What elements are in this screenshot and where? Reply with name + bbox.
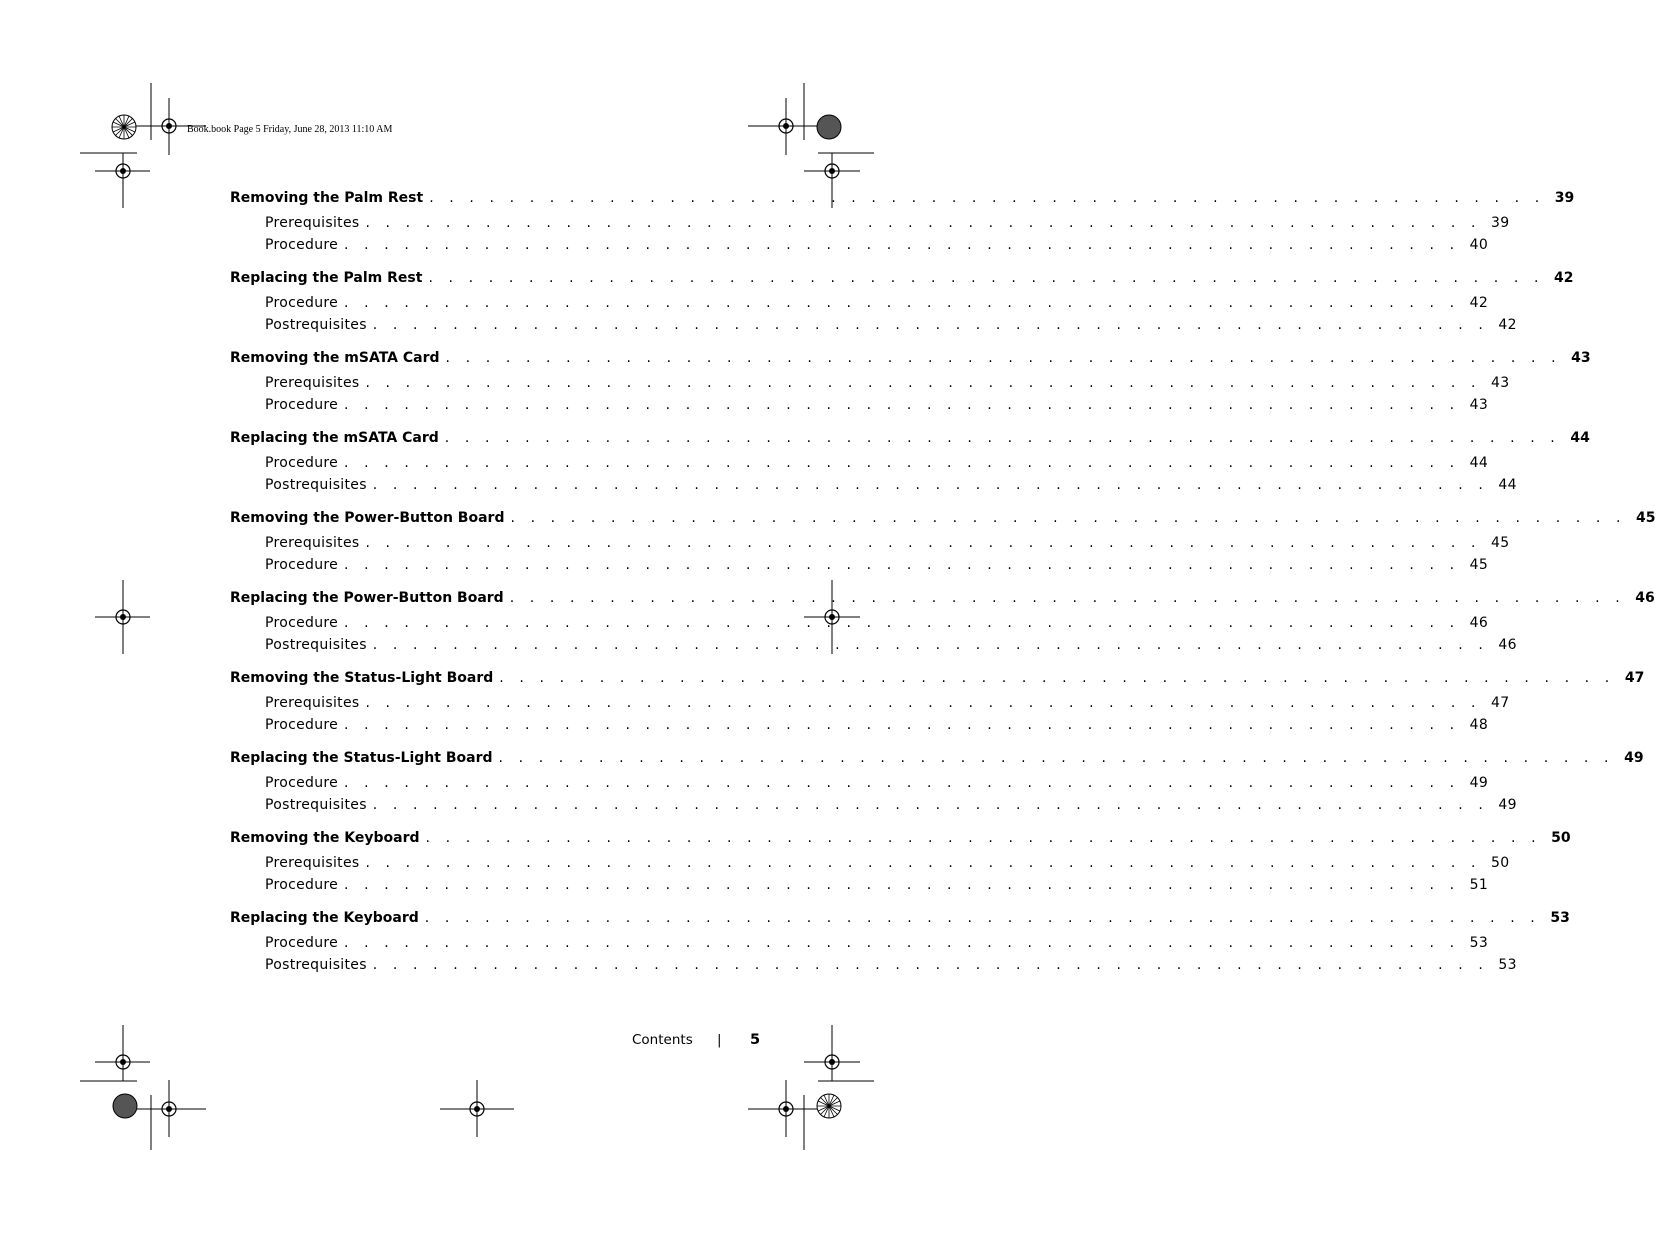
toc-subentry[interactable] [230, 535, 1510, 557]
toc-entry-page: 47 [1491, 695, 1510, 711]
toc-entry-title: Replacing the Power-Button Board [230, 590, 504, 606]
toc-subentry[interactable] [230, 397, 1489, 419]
toc-subentry[interactable] [230, 215, 1510, 237]
toc-subentry[interactable] [230, 237, 1489, 259]
toc-heading[interactable] [230, 910, 1570, 935]
dot-leader: . . . . . . . . . . . . . . . . . . . . . . . . . . . . . . . . . . . . . . . . . . . . . . . . . . . . . . . . [498, 750, 1615, 766]
dot-leader: . . . . . . . . . . . . . . . . . . . . . . . . . . . . . . . . . . . . . . . . . . . . . . . . . . . . . . . . [372, 477, 1489, 493]
toc-heading[interactable] [230, 270, 1574, 295]
dot-leader: . . . . . . . . . . . . . . . . . . . . . . . . . . . . . . . . . . . . . . . . . . . . . . . . . . . . . . . . [365, 375, 1482, 391]
toc-entry-title: Replacing the mSATA Card [230, 430, 439, 446]
toc-entry-title: Removing the Keyboard [230, 830, 420, 846]
toc-section [230, 270, 1574, 339]
toc-subentry[interactable] [230, 295, 1489, 317]
toc-entry-page: 40 [1469, 237, 1489, 253]
toc-subentry[interactable] [230, 717, 1489, 739]
dot-leader: . . . . . . . . . . . . . . . . . . . . . . . . . . . . . . . . . . . . . . . . . . . . . . . . . . . . . . . . [344, 295, 1460, 311]
toc-entry-title: Procedure [265, 397, 339, 413]
toc-subentry[interactable] [230, 455, 1489, 477]
toc-entry-page: 39 [1491, 215, 1510, 231]
toc-section [230, 590, 1655, 659]
dot-leader: . . . . . . . . . . . . . . . . . . . . . . . . . . . . . . . . . . . . . . . . . . . . . . . . . . . . . . . . [510, 510, 1627, 526]
toc-entry-page: 43 [1469, 397, 1489, 413]
toc-entry-page: 53 [1550, 910, 1570, 926]
toc-entry-title: Postrequisites [265, 317, 367, 333]
toc-entry-title: Procedure [265, 237, 339, 253]
toc-section [230, 670, 1645, 739]
toc-entry-title: Procedure [265, 877, 339, 893]
toc-heading[interactable] [230, 590, 1655, 615]
dot-leader: . . . . . . . . . . . . . . . . . . . . . . . . . . . . . . . . . . . . . . . . . . . . . . . . . . . . . . . . [365, 535, 1482, 551]
toc-heading[interactable] [230, 750, 1644, 775]
toc-entry-page: 42 [1554, 270, 1574, 286]
toc-heading[interactable] [230, 350, 1591, 375]
toc-entry-title: Postrequisites [265, 477, 367, 493]
toc-entry-page: 43 [1491, 375, 1510, 391]
dot-leader: . . . . . . . . . . . . . . . . . . . . . . . . . . . . . . . . . . . . . . . . . . . . . . . . . . . . . . . . [499, 670, 1615, 686]
toc-entry-page: 45 [1469, 557, 1489, 573]
toc-subentry[interactable] [230, 855, 1510, 877]
dot-leader: . . . . . . . . . . . . . . . . . . . . . . . . . . . . . . . . . . . . . . . . . . . . . . . . . . . . . . . . [344, 717, 1460, 733]
dot-leader: . . . . . . . . . . . . . . . . . . . . . . . . . . . . . . . . . . . . . . . . . . . . . . . . . . . . . . . . [344, 877, 1460, 893]
dot-leader: . . . . . . . . . . . . . . . . . . . . . . . . . . . . . . . . . . . . . . . . . . . . . . . . . . . . . . . . [445, 350, 1562, 366]
table-of-contents [230, 190, 1656, 990]
toc-entry-title: Prerequisites [265, 695, 360, 711]
toc-section [230, 430, 1590, 499]
toc-entry-page: 44 [1498, 477, 1517, 493]
dot-leader: . . . . . . . . . . . . . . . . . . . . . . . . . . . . . . . . . . . . . . . . . . . . . . . . . . . . . . . . [365, 695, 1482, 711]
toc-subentry[interactable] [230, 477, 1517, 499]
toc-entry-page: 45 [1636, 510, 1656, 526]
toc-entry-page: 53 [1498, 957, 1517, 973]
toc-entry-page: 42 [1469, 295, 1489, 311]
toc-entry-page: 51 [1469, 877, 1489, 893]
dot-leader: . . . . . . . . . . . . . . . . . . . . . . . . . . . . . . . . . . . . . . . . . . . . . . . . . . . . . . . . [372, 317, 1489, 333]
print-slug: Book.book Page 5 Friday, June 28, 2013 11:10 AM [187, 124, 393, 135]
toc-entry-page: 44 [1570, 430, 1590, 446]
toc-subentry[interactable] [230, 375, 1510, 397]
toc-entry-page: 45 [1491, 535, 1510, 551]
toc-section [230, 510, 1656, 579]
toc-entry-page: 50 [1491, 855, 1510, 871]
toc-entry-page: 46 [1469, 615, 1489, 631]
toc-entry-title: Procedure [265, 557, 339, 573]
toc-entry-page: 43 [1571, 350, 1591, 366]
toc-entry-page: 39 [1554, 190, 1575, 206]
dot-leader: . . . . . . . . . . . . . . . . . . . . . . . . . . . . . . . . . . . . . . . . . . . . . . . . . . . . . . . . [344, 615, 1460, 631]
dot-leader: . . . . . . . . . . . . . . . . . . . . . . . . . . . . . . . . . . . . . . . . . . . . . . . . . . . . . . . . [372, 797, 1489, 813]
toc-subentry[interactable] [230, 615, 1489, 637]
dot-leader: . . . . . . . . . . . . . . . . . . . . . . . . . . . . . . . . . . . . . . . . . . . . . . . . . . . . . . . . [344, 397, 1460, 413]
dot-leader: . . . . . . . . . . . . . . . . . . . . . . . . . . . . . . . . . . . . . . . . . . . . . . . . . . . . . . . . [425, 830, 1542, 846]
toc-entry-title: Procedure [265, 775, 339, 791]
toc-entry-page: 47 [1624, 670, 1645, 686]
toc-subentry[interactable] [230, 775, 1489, 797]
toc-section [230, 190, 1575, 259]
toc-entry-title: Procedure [265, 295, 339, 311]
toc-entry-title: Prerequisites [265, 215, 360, 231]
toc-heading[interactable] [230, 190, 1575, 215]
toc-entry-title: Postrequisites [265, 797, 367, 813]
toc-subentry[interactable] [230, 695, 1510, 717]
toc-section [230, 910, 1570, 979]
toc-entry-page: 49 [1498, 797, 1517, 813]
toc-heading[interactable] [230, 670, 1645, 695]
dot-leader: . . . . . . . . . . . . . . . . . . . . . . . . . . . . . . . . . . . . . . . . . . . . . . . . . . . . . . . . [365, 215, 1482, 231]
toc-entry-title: Removing the mSATA Card [230, 350, 440, 366]
toc-entry-page: 48 [1469, 717, 1489, 733]
toc-entry-page: 42 [1498, 317, 1517, 333]
toc-entry-page: 53 [1469, 935, 1489, 951]
toc-subentry[interactable] [230, 935, 1489, 957]
toc-entry-title: Procedure [265, 935, 339, 951]
dot-leader: . . . . . . . . . . . . . . . . . . . . . . . . . . . . . . . . . . . . . . . . . . . . . . . . . . . . . . . . [424, 910, 1541, 926]
dot-leader: . . . . . . . . . . . . . . . . . . . . . . . . . . . . . . . . . . . . . . . . . . . . . . . . . . . . . . . . [344, 557, 1460, 573]
toc-entry-page: 49 [1469, 775, 1489, 791]
toc-entry-title: Prerequisites [265, 535, 360, 551]
toc-section [230, 830, 1571, 899]
toc-entry-title: Prerequisites [265, 855, 360, 871]
toc-entry-title: Prerequisites [265, 375, 360, 391]
dot-leader: . . . . . . . . . . . . . . . . . . . . . . . . . . . . . . . . . . . . . . . . . . . . . . . . . . . . . . . . [344, 237, 1460, 253]
toc-entry-title: Replacing the Keyboard [230, 910, 419, 926]
dot-leader: . . . . . . . . . . . . . . . . . . . . . . . . . . . . . . . . . . . . . . . . . . . . . . . . . . . . . . . . [344, 935, 1460, 951]
footer-separator: | [717, 1032, 722, 1048]
page-number: 5 [750, 1032, 761, 1048]
toc-subentry[interactable] [230, 877, 1489, 899]
toc-heading[interactable] [230, 510, 1656, 535]
toc-entry-page: 44 [1469, 455, 1489, 471]
toc-entry-page: 49 [1624, 750, 1644, 766]
toc-heading[interactable] [230, 430, 1590, 455]
toc-entry-title: Procedure [265, 717, 339, 733]
dot-leader: . . . . . . . . . . . . . . . . . . . . . . . . . . . . . . . . . . . . . . . . . . . . . . . . . . . . . . . . [428, 270, 1545, 286]
dot-leader: . . . . . . . . . . . . . . . . . . . . . . . . . . . . . . . . . . . . . . . . . . . . . . . . . . . . . . . . [444, 430, 1561, 446]
toc-subentry[interactable] [230, 797, 1517, 819]
dot-leader: . . . . . . . . . . . . . . . . . . . . . . . . . . . . . . . . . . . . . . . . . . . . . . . . . . . . . . . . [509, 590, 1626, 606]
toc-section [230, 750, 1644, 819]
dot-leader: . . . . . . . . . . . . . . . . . . . . . . . . . . . . . . . . . . . . . . . . . . . . . . . . . . . . . . . . [372, 637, 1489, 653]
footer-label: Contents [632, 1032, 693, 1048]
toc-subentry[interactable] [230, 637, 1517, 659]
toc-entry-title: Procedure [265, 455, 339, 471]
toc-entry-title: Replacing the Status-Light Board [230, 750, 493, 766]
dot-leader: . . . . . . . . . . . . . . . . . . . . . . . . . . . . . . . . . . . . . . . . . . . . . . . . . . . . . . . . [344, 455, 1460, 471]
toc-entry-page: 46 [1498, 637, 1517, 653]
dot-leader: . . . . . . . . . . . . . . . . . . . . . . . . . . . . . . . . . . . . . . . . . . . . . . . . . . . . . . . . [344, 775, 1460, 791]
dot-leader: . . . . . . . . . . . . . . . . . . . . . . . . . . . . . . . . . . . . . . . . . . . . . . . . . . . . . . . . [365, 855, 1482, 871]
toc-entry-title: Postrequisites [265, 637, 367, 653]
toc-subentry[interactable] [230, 557, 1489, 579]
toc-entry-title: Removing the Palm Rest [230, 190, 424, 206]
toc-entry-title: Removing the Status-Light Board [230, 670, 494, 686]
toc-section [230, 350, 1591, 419]
toc-heading[interactable] [230, 830, 1571, 855]
toc-entry-title: Removing the Power-Button Board [230, 510, 505, 526]
toc-entry-title: Procedure [265, 615, 339, 631]
toc-entry-page: 50 [1551, 830, 1571, 846]
dot-leader: . . . . . . . . . . . . . . . . . . . . . . . . . . . . . . . . . . . . . . . . . . . . . . . . . . . . . . . . [429, 190, 1545, 206]
dot-leader: . . . . . . . . . . . . . . . . . . . . . . . . . . . . . . . . . . . . . . . . . . . . . . . . . . . . . . . . [372, 957, 1489, 973]
toc-subentry[interactable] [230, 317, 1517, 339]
toc-entry-page: 46 [1635, 590, 1655, 606]
toc-entry-title: Replacing the Palm Rest [230, 270, 423, 286]
toc-subentry[interactable] [230, 957, 1517, 979]
toc-entry-title: Postrequisites [265, 957, 367, 973]
